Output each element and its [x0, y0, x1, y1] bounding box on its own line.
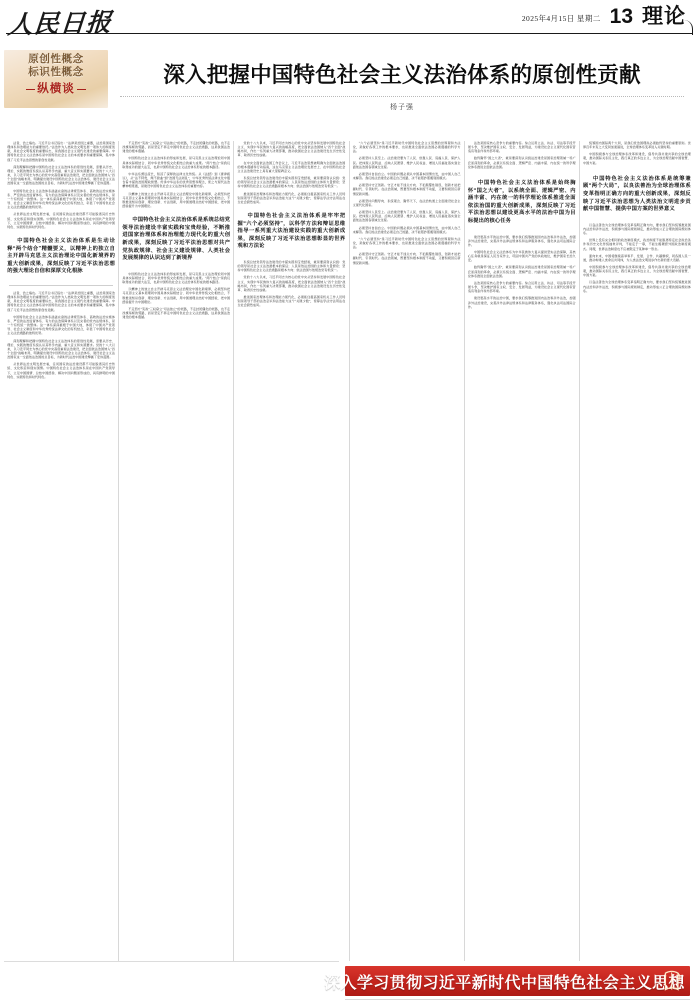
body-paragraph: 统筹国内国际两个大局，是我们党治国理政必须始终坚持的重要原则。世界百年未有之大变局加速演进，全球治理体系变革进入关键时期。	[583, 141, 691, 150]
book-flag-emblem-icon	[663, 970, 682, 992]
body-paragraph: 中国特色社会主义法治体系的形成和发展，是马克思主义法治理论同中国具体实际相结合、同中华优秀传统文化相结合的重大成果。“两个结合”是我们取得成功的最大法宝，也是中国特色社会主义法治体系形成的根本路径。	[122, 156, 231, 169]
body-paragraph: 推进国家治理体系和治理能力现代化，必须抓住提高国家机关工作人员特别是领导干部的法治意识和法治能力这个“关键少数”，使尊法学法守法用法在全社会蔚然成风。	[237, 295, 346, 308]
section-divider	[9, 285, 113, 286]
bottom-campaign-banner[interactable]	[324, 966, 690, 996]
body-paragraph: 推进国家治理体系和治理能力现代化，必须抓住提高国家机关工作人员特别是领导干部的法治意识和法治能力这个“关键少数”，使尊法学法守法用法在全社会蔚然成风。	[237, 191, 346, 204]
body-paragraph: 中国积极参与全球治理体系改革和建设，倡导共商共建共享的全球治理观，推动国际关系民主化，践行真正的多边主义，为全球治理贡献中国智慧、中国方案。	[583, 265, 691, 278]
body-paragraph: 始终胸怀“国之大者”，就是要深刻认识到法治建设是国家治理领域一场广泛而深刻的革命，必须以系统全面、逻辑严密、内涵丰富、内在统一的科学理论体系推进全面依法治国。	[467, 265, 576, 278]
body-paragraph: 必须坚持自信自立。中国的问题必须从中国基本国情出发，由中国人自己来解答。我们的法治建设必须走自己的路，决不能照抄照搬别国模式。	[352, 171, 461, 181]
body-paragraph: 中国积极参与全球治理体系改革和建设，倡导共商共建共享的全球治理观，推动国际关系民主化，践行真正的多边主义，为全球治理贡献中国智慧、中国方案。	[583, 152, 691, 165]
body-paragraph: 党的十八大以来，习近平同志为核心的党中央从坚持和发展中国特色社会主义、实现中华民族伟大复兴的战略高度，把全面依法治国纳入“四个全面”战略布局，作出一系列重大决策部署，推动我国社会主义法治建设发生历史性变革、取得历史性成就。	[237, 141, 346, 158]
body-paragraph: “六个必须坚持”是习近平新时代中国特色社会主义思想的世界观和方法论，是做好各项工作的根本要求，也是推进全面依法治国必须遵循的科学方法。	[352, 141, 461, 154]
page-title: 深入把握中国特色社会主义法治体系的原创性贡献	[163, 63, 641, 87]
masthead-divider	[6, 33, 692, 34]
body-paragraph: 面向未来，中国将继续高举和平、发展、合作、共赢旗帜，同各国人民一道，推动构建人类命运共同体，为人类法治文明进步作出新的更大贡献。	[583, 253, 691, 262]
body-paragraph: 中国特色社会主义法治体系涵盖完备的法律规范体系、高效的法治实施体系、严密的法治监督体系、有力的法治保障体系以及完善的党内法规体系，是一个有机统一的整体。这一体系深深植根于中国大地，体现了中国共产党领导、社会主义制度和中华优秀传统法律文化的有机结合，彰显了中国特色社会主义法治道路的独特优势。	[7, 314, 115, 336]
body-paragraph: 中国特色社会主义法治体系的形成和发展，是马克思主义法治理论同中国具体实际相结合、同中华优秀传统文化相结合的重大成果。“两个结合”是我们取得成功的最大法宝，也是中国特色社会主义法治体系形成的根本路径。	[122, 271, 231, 285]
peoples-daily-logo[interactable]: 人民日报	[6, 9, 114, 40]
body-paragraph: 从世界法治文明发展史看，任何国家的法治建设都不可能脱离其历史传统、文化积淀和现实国情。中国特色社会主义法治体系是在中国共产党领导下，立足中国国情、总结中国经验、解决中国问题而形成的，具有鲜明的中国特色、实践特色和时代特色。	[7, 212, 115, 229]
body-paragraph: 中国特色社会主义法治体系涵盖完备的法律规范体系、高效的法治实施体系、严密的法治监督体系、有力的法治保障体系以及完善的党内法规体系，是一个有机统一的整体。这一体系深深植根于中国大地，体现了中国共产党领导、社会主义制度和中华优秀传统法律文化的有机结合，彰显了中国特色社会主义法治道路的独特优势。	[7, 188, 115, 210]
body-paragraph: 法者，治之端也。习近平总书记指出：“法律是治国之重器，法治是国家治理体系和治理能力的重要依托。”法治作为人类政治文明发展一项伟大的制度创新，是社会文明程度的重要标志，是我国社会主义现代化建设的重要保障。中国特色社会主义法治体系是中国特色社会主义的本质要求和重要保障，集中体现了习近平法治思想的原创性贡献。	[7, 290, 115, 312]
column-2	[119, 141, 234, 961]
body-paragraph: 法治是国家核心竞争力的重要内容。综合运用立法、执法、司法等手段开展斗争，坚决维护国家主权、安全、发展利益，为建设社会主义现代化国家营造有利条件和外部环境。	[467, 280, 576, 294]
pull-quote: 中国特色社会主义法治体系是系统总结党领导法治建设丰富实践和宝贵经验，不断推进国家治理体系和治理能力现代化的重大创新成果，深刻反映了习近平法治思想对共产党执政规律、社会主义建设规律、人类社会发展规律的认识达到了新境界	[122, 217, 231, 262]
body-paragraph: 世界上没有完全相同的政治制度模式，政治制度不能脱离特定社会政治条件和历史文化传统抽象评判，不能定于一尊，不能生搬硬套外国政治制度模式。同理，世界法治制度也不应被限定于某种单一形态。	[583, 238, 691, 251]
body-paragraph: 必须坚持守正创新。守正才能不迷失方向、不犯颠覆性错误，创新才能把握时代、引领时代。在法治领域，既要坚持根本制度不动摇，又要积极回应新情况新问题。	[352, 183, 461, 196]
publication-date: 2025年4月15日 星期二	[521, 14, 601, 23]
body-paragraph: 以精神上的独立自主开辟马克思主义法治理论中国化新境界，必须坚持把马克思主义基本原理同中国具体实际相结合、同中华优秀传统文化相结合，不断推进知识创新、理论创新、方法创新，用中国道理总结好中国经验，把中国经验提升为中国理论。	[122, 287, 231, 304]
body-paragraph: 必须坚持问题导向、系统观念、胸怀天下，在法治轨道上全面建设社会主义现代化国家。	[352, 198, 461, 207]
body-paragraph: 始终胸怀“国之大者”，就是要深刻认识到法治建设是国家治理领域一场广泛而深刻的革命，必须以系统全面、逻辑严密、内涵丰富、内在统一的科学理论体系推进全面依法治国。	[467, 156, 576, 169]
body-paragraph: 不走西方“宪政”三权鼎立“司法独立”的老路，不走封闭僵化的老路，也不走改旗易帜的邪路，而是坚定不移走中国特色社会主义法治道路，这是我国法治建设的根本遵循。	[122, 141, 231, 154]
body-paragraph: 必须坚持人民至上。法治建设要为了人民、依靠人民、造福人民、保护人民。把体现人民利益、反映人民愿望、维护人民权益、增进人民福祉落实到全面依法治国各领域全过程。	[352, 210, 461, 223]
page-number: 13	[609, 5, 633, 28]
pull-quote: 中国特色社会主义法治体系是始终胸怀“国之大者”，以系统全面、逻辑严密、内涵丰富、内在统一的科学理论体系推进全面依法治国的重大创新成果，深刻反映了习近平法治思想以建设更高水平的法治中国为目标提出的核心任务	[467, 179, 576, 224]
column-1	[4, 141, 119, 961]
body-paragraph: 法治是国家核心竞争力的重要内容。综合运用立法、执法、司法等手段开展斗争，坚决维护国家主权、安全、发展利益，为建设社会主义现代化国家营造有利条件和外部环境。	[467, 141, 576, 154]
column-series-banner	[4, 50, 108, 108]
bottom-banner-text: 深入学习贯彻习近平新时代中国特色社会主义思想	[324, 974, 685, 992]
body-paragraph: 深刻理解和把握中国特色社会主义法治体系的原创性贡献，需要从历史、理论、实践的维度系统认识其科学内涵、重大意义和实践要求。党的十八大以来，以习近平同志为核心的党中央高度重视法治建设，把全面依法治国纳入“四个全面”战略布局，明确提出建设中国特色社会主义法治体系、建设社会主义法治国家这一全面依法治国的总目标，为新时代法治中国建设擘画了宏伟蓝图。	[7, 338, 115, 360]
body-paragraph: 以良法善治为全球治理体系变革指明正确方向，要求我们坚持统筹推进国内法治和涉外法治，积极参与国际规则制定，推动形成公正合理的国际规则体系。	[583, 222, 691, 236]
body-paragraph: 中国特色社会主义法治体系为中华民族伟大复兴提供坚实法治保障，其核心任务就是保证人民当家作主，巩固中国共产党的执政地位，维护国家长治久安。	[467, 249, 576, 263]
body-paragraph: 以精神上的独立自主开辟马克思主义法治理论中国化新境界，必须坚持把马克思主义基本原理同中国具体实际相结合、同中华优秀传统文化相结合，不断推进知识创新、理论创新、方法创新，用中国道理总结好中国经验，把中国经验提升为中国理论。	[122, 191, 231, 209]
body-paragraph: 建设更高水平的法治中国，要求我们统筹推进国内法治和涉外法治，加强涉外法治建设，完善涉外法律法规体系和法律服务体系，强化执法司法国际合作。	[467, 234, 576, 247]
headline-divider	[120, 96, 684, 97]
series-line-2: 标识性概念	[28, 67, 84, 78]
series-line-1: 原创性概念	[28, 54, 84, 65]
pull-quote: 中国特色社会主义法治体系是统筹兼顾“两个大局”，以良法善治为全球治理体系变革指明正确方向的重大创新成果，深刻反映了习近平法治思想为人类法治文明进步贡献中国智慧、提供中国方案的世界意义	[583, 175, 691, 213]
masthead	[0, 0, 698, 46]
footer-divider-left	[4, 961, 339, 962]
section-name: 理论	[642, 4, 686, 28]
body-paragraph: 必须坚持人民至上。法治建设要为了人民、依靠人民、造福人民、保护人民。把体现人民利益、反映人民愿望、维护人民权益、增进人民福祉落实到全面依法治国各领域全过程。	[352, 156, 461, 169]
body-paragraph: 建设更高水平的法治中国，要求我们统筹推进国内法治和涉外法治，加强涉外法治建设，完善涉外法律法规体系和法律服务体系，强化执法司法国际合作。	[467, 296, 576, 309]
body-paragraph: “六个必须坚持”是习近平新时代中国特色社会主义思想的世界观和方法论，是做好各项工作的根本要求，也是推进全面依法治国必须遵循的科学方法。	[352, 236, 461, 250]
column-3	[234, 141, 349, 961]
article-head-zone	[0, 46, 698, 141]
body-paragraph: 必须坚持自信自立。中国的问题必须从中国基本国情出发，由中国人自己来解答。我们的法治建设必须走自己的路，决不能照抄照搬别国模式。	[352, 225, 461, 234]
pull-quote: 中国特色社会主义法治体系是牢牢把握“六个必须坚持”，以科学方法和辩证思维指导一系列重大法治建设实践的重大创新成果，深刻反映了习近平法治思想彰显的世界观和方法论	[237, 213, 346, 250]
body-paragraph: 深刻理解和把握中国特色社会主义法治体系的原创性贡献，需要从历史、理论、实践的维度系统认识其科学内涵、重大意义和实践要求。党的十八大以来，以习近平同志为核心的党中央高度重视法治建设，把全面依法治国纳入“四个全面”战略布局，明确提出建设中国特色社会主义法治体系、建设社会主义法治国家这一全面依法治国的总目标，为新时代法治中国建设擘画了宏伟蓝图。	[7, 164, 115, 186]
article-byline: 杨子强	[390, 103, 414, 111]
body-paragraph: 必须坚持守正创新。守正才能不迷失方向、不犯颠覆性错误，创新才能把握时代、引领时代。在法治领域，既要坚持根本制度不动摇，又要积极回应新情况新问题。	[352, 252, 461, 265]
body-paragraph: 党的十八大以来，习近平同志为核心的党中央从坚持和发展中国特色社会主义、实现中华民族伟大复兴的战略高度，把全面依法治国纳入“四个全面”战略布局，作出一系列重大决策部署，推动我国社会主义法治建设发生历史性变革、取得历史性成就。	[237, 275, 346, 292]
footer-divider-right	[345, 999, 690, 1000]
article-columns	[0, 141, 698, 961]
column-6	[580, 141, 694, 961]
column-4	[350, 141, 465, 961]
body-paragraph: 中华法系源远流长，积淀了深厚的法律文化传统。从《法经》到《唐律疏议》，从“法不阿贵，绳不挠曲”到“治国无法则乱”，中华优秀传统法律文化中蕴含着丰富的治国理政智慧。传承中华法系的优秀思想和理念，使之与现代法治精神相贯通，是建设中国特色社会主义法治体系的重要内容。	[122, 171, 231, 189]
masthead-meta	[522, 6, 686, 27]
body-paragraph: 从世界法治文明发展史看，任何国家的法治建设都不可能脱离其历史传统、文化积淀和现实国情。中国特色社会主义法治体系是在中国共产党领导下，立足中国国情、总结中国经验、解决中国问题而形成的，具有鲜明的中国特色、实践特色和时代特色。	[7, 362, 115, 379]
body-paragraph: 以良法善治为全球治理体系变革指明正确方向，要求我们坚持统筹推进国内法治和涉外法治，积极参与国际规则制定，推动形成公正合理的国际规则体系。	[583, 280, 691, 293]
body-paragraph: 在中央全面依法治国工作会议上，习近平法治思想被明确为全面依法治国的根本遵循和行动指南，这在马克思主义法治理论发展史上、在中国特色社会主义法治建设史上具有重大里程碑意义。	[237, 160, 346, 173]
series-tag: 纵横谈	[26, 82, 86, 96]
body-paragraph: 系统总结党领导法治建设的丰富实践和宝贵经验，就是要深刻认识到：党的领导是社会主义法治最根本的保证；人民是依法治国的主体和力量源泉；坚持中国特色社会主义法治道路是根本方向；依法治国与依规治党有机统一。	[237, 176, 346, 189]
pull-quote: 中国特色社会主义法治体系是生动诠释“两个结合”精髓要义，以精神上的独立自主开辟马克思主义法治理论中国化新境界的重大创新成果，深刻反映了习近平法治思想的强大理论自信和深厚文化根脉	[7, 237, 115, 275]
body-paragraph: 系统总结党领导法治建设的丰富实践和宝贵经验，就是要深刻认识到：党的领导是社会主义法治最根本的保证；人民是依法治国的主体和力量源泉；坚持中国特色社会主义法治道路是根本方向；依法治国与依规治党有机统一。	[237, 260, 346, 273]
body-paragraph: 不走西方“宪政”三权鼎立“司法独立”的老路，不走封闭僵化的老路，也不走改旗易帜的邪路，而是坚定不移走中国特色社会主义法治道路，这是我国法治建设的根本遵循。	[122, 306, 231, 320]
body-paragraph: 法者，治之端也。习近平总书记指出：“法律是治国之重器，法治是国家治理体系和治理能力的重要依托。”法治作为人类政治文明发展一项伟大的制度创新，是社会文明程度的重要标志，是我国社会主义现代化建设的重要保障。中国特色社会主义法治体系是中国特色社会主义的本质要求和重要保障，集中体现了习近平法治思想的原创性贡献。	[7, 141, 115, 162]
column-5	[465, 141, 580, 961]
